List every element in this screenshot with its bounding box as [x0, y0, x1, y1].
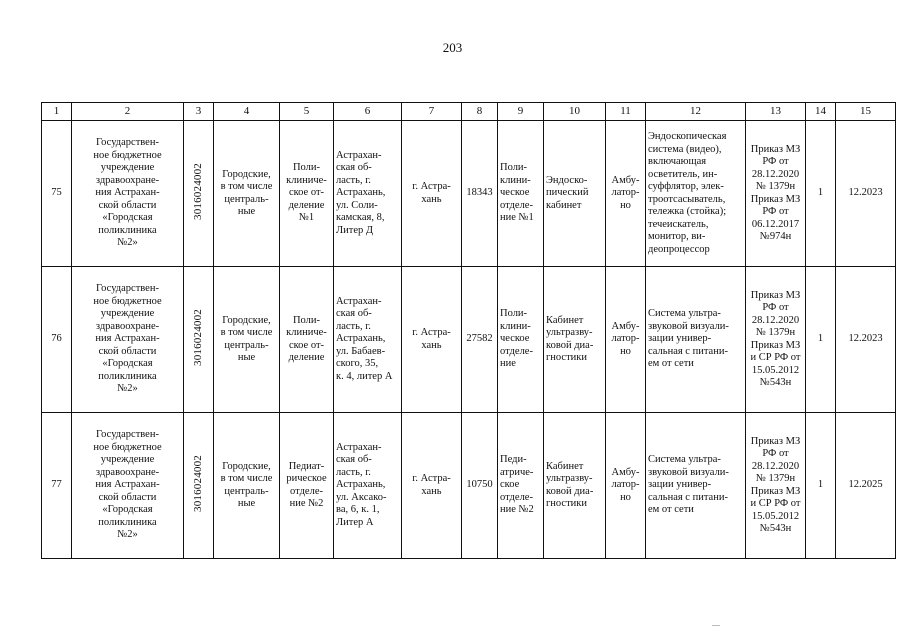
- address: Астрахан- ская об- ласть, г. Астрахань, ул. Аксако- ва, 6, к. 1, Литер А: [334, 413, 402, 559]
- department: Педи- атриче- ское отделе- ние №2: [498, 413, 544, 559]
- date: 12.2025: [836, 413, 896, 559]
- inn-value: 3016024002: [192, 454, 205, 512]
- order-reference: Приказ МЗ РФ от 28.12.2020 № 1379н Приказ МЗ и СР РФ от 15.05.2012 №543н: [746, 413, 806, 559]
- quantity: 1: [806, 267, 836, 413]
- organization-name: Государствен- ное бюджетное учреждение здравоохране- ния Астрахан- ской области «Городская поликлиника №2»: [72, 121, 184, 267]
- row-number: 75: [42, 121, 72, 267]
- inn-cell: [184, 413, 214, 559]
- table-row: [42, 413, 896, 559]
- column-header: 15: [836, 103, 896, 121]
- table-row: [42, 267, 896, 413]
- column-header: 3: [184, 103, 214, 121]
- column-header: 14: [806, 103, 836, 121]
- department: Поли- клини- ческое отделе- ние №1: [498, 121, 544, 267]
- page-number: 203: [442, 40, 463, 55]
- equipment: Эндоскопическая система (видео), включающая осветитель, ин- суффлятор, элек- троотсасыватель, тележка (стойка); течеискатель, монитор, ви- деопроцессор: [646, 121, 746, 267]
- column-header: 4: [214, 103, 280, 121]
- order-reference: Приказ МЗ РФ от 28.12.2020 № 1379н Приказ МЗ РФ от 06.12.2017 №974н: [746, 121, 806, 267]
- division-name: Поли- клиниче- ское от- деление: [280, 267, 334, 413]
- division-name: Педиат- рическое отделе- ние №2: [280, 413, 334, 559]
- inn-value: 3016024002: [192, 308, 205, 366]
- column-header: 9: [498, 103, 544, 121]
- inn-cell: [184, 121, 214, 267]
- column-header: 5: [280, 103, 334, 121]
- column-header: 6: [334, 103, 402, 121]
- code: 27582: [462, 267, 498, 413]
- department: Поли- клини- ческое отделе- ние: [498, 267, 544, 413]
- date: 12.2023: [836, 267, 896, 413]
- row-number: 76: [42, 267, 72, 413]
- column-header: 12: [646, 103, 746, 121]
- organization-name: Государствен- ное бюджетное учреждение здравоохране- ния Астрахан- ской области «Городская поликлиника №2»: [72, 267, 184, 413]
- address: Астрахан- ская об- ласть, г. Астрахань, ул. Соли- камская, 8, Литер Д: [334, 121, 402, 267]
- cabinet: Кабинет ультразву- ковой диа- гностики: [544, 267, 606, 413]
- table-header-row: [42, 103, 896, 121]
- inn-cell: [184, 267, 214, 413]
- cabinet: Эндоско- пический кабинет: [544, 121, 606, 267]
- equipment: Система ультра- звуковой визуали- зации универ- сальная с питани- ем от сети: [646, 413, 746, 559]
- column-header: 11: [606, 103, 646, 121]
- division-name: Поли- клиниче- ское от- деление №1: [280, 121, 334, 267]
- cabinet: Кабинет ультразву- ковой диа- гностики: [544, 413, 606, 559]
- column-header: 8: [462, 103, 498, 121]
- settlement-type: Городские, в том числе централь- ные: [214, 121, 280, 267]
- care-mode: Амбу- латор- но: [606, 413, 646, 559]
- care-mode: Амбу- латор- но: [606, 121, 646, 267]
- organization-name: Государствен- ное бюджетное учреждение здравоохране- ния Астрахан- ской области «Городская поликлиника №2»: [72, 413, 184, 559]
- address: Астрахан- ская об- ласть, г. Астрахань, ул. Бабаев- ского, 35, к. 4, литер А: [334, 267, 402, 413]
- column-header: 10: [544, 103, 606, 121]
- row-number: 77: [42, 413, 72, 559]
- column-header: 1: [42, 103, 72, 121]
- equipment-table: [41, 102, 896, 559]
- code: 10750: [462, 413, 498, 559]
- quantity: 1: [806, 121, 836, 267]
- inn-value: 3016024002: [192, 162, 205, 220]
- column-header: 13: [746, 103, 806, 121]
- equipment: Система ультра- звуковой визуали- зации универ- сальная с питани- ем от сети: [646, 267, 746, 413]
- city: г. Астра- хань: [402, 413, 462, 559]
- quantity: 1: [806, 413, 836, 559]
- order-reference: Приказ МЗ РФ от 28.12.2020 № 1379н Приказ МЗ и СР РФ от 15.05.2012 №543н: [746, 267, 806, 413]
- settlement-type: Городские, в том числе централь- ные: [214, 413, 280, 559]
- column-header: 7: [402, 103, 462, 121]
- settlement-type: Городские, в том числе централь- ные: [214, 267, 280, 413]
- column-header: 2: [72, 103, 184, 121]
- city: г. Астра- хань: [402, 121, 462, 267]
- city: г. Астра- хань: [402, 267, 462, 413]
- date: 12.2023: [836, 121, 896, 267]
- code: 18343: [462, 121, 498, 267]
- care-mode: Амбу- латор- но: [606, 267, 646, 413]
- scan-mark: [712, 625, 720, 626]
- table-row: [42, 121, 896, 267]
